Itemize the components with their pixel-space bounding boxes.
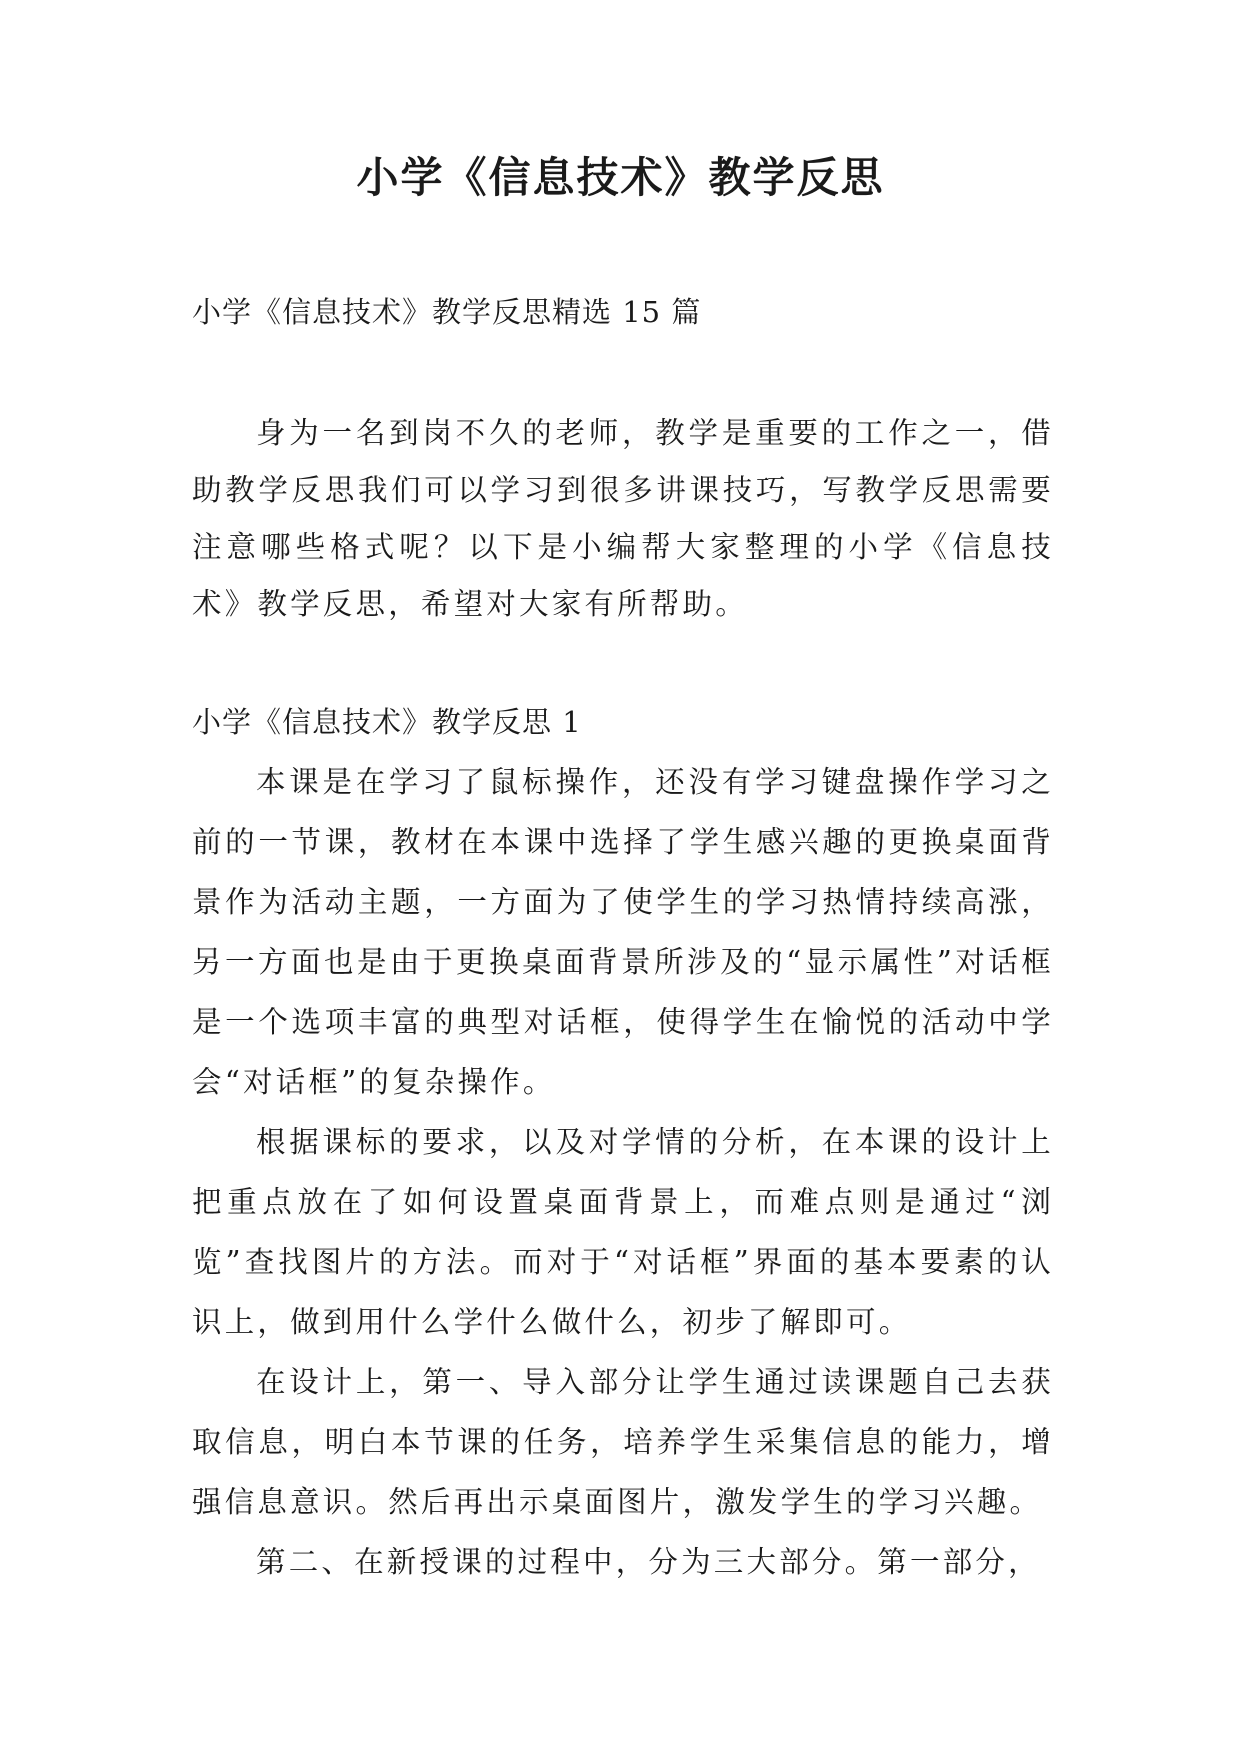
- section-heading: 小学《信息技术》教学反思 1: [192, 705, 582, 739]
- document-subtitle: 小学《信息技术》教学反思精选 15 篇: [192, 295, 702, 329]
- body-paragraph: 本课是在学习了鼠标操作，还没有学习键盘操作学习之前的一节课，教材在本课中选择了学生感兴趣的更换桌面背景作为活动主题，一方面为了使学生的学习热情持续高涨，另一方面也是由于更换桌面背景所涉及的“显示属性”对话框是一个选项丰富的典型对话框，使得学生在愉悦的活动中学会“对话框”的复杂操作。: [192, 765, 1054, 1099]
- intro-paragraph: 身为一名到岗不久的老师，教学是重要的工作之一，借助教学反思我们可以学习到很多讲课技巧，写教学反思需要注意哪些格式呢？以下是小编帮大家整理的小学《信息技术》教学反思，希望对大家有所帮助。: [192, 416, 1054, 621]
- body-paragraph: 第二、在新授课的过程中，分为三大部分。第一部分，: [256, 1545, 1041, 1579]
- body-paragraph: 根据课标的要求，以及对学情的分析，在本课的设计上把重点放在了如何设置桌面背景上，而难点则是通过“浏览”查找图片的方法。而对于“对话框”界面的基本要素的认识上，做到用什么学什么做什么，初步了解即可。: [192, 1125, 1054, 1339]
- body-paragraph: 在设计上，第一、导入部分让学生通过读课题自己去获取信息，明白本节课的任务，培养学生采集信息的能力，增强信息意识。然后再出示桌面图片，激发学生的学习兴趣。: [192, 1365, 1054, 1519]
- document-title: 小学《信息技术》教学反思: [356, 153, 885, 202]
- section-body: [192, 752, 1054, 1592]
